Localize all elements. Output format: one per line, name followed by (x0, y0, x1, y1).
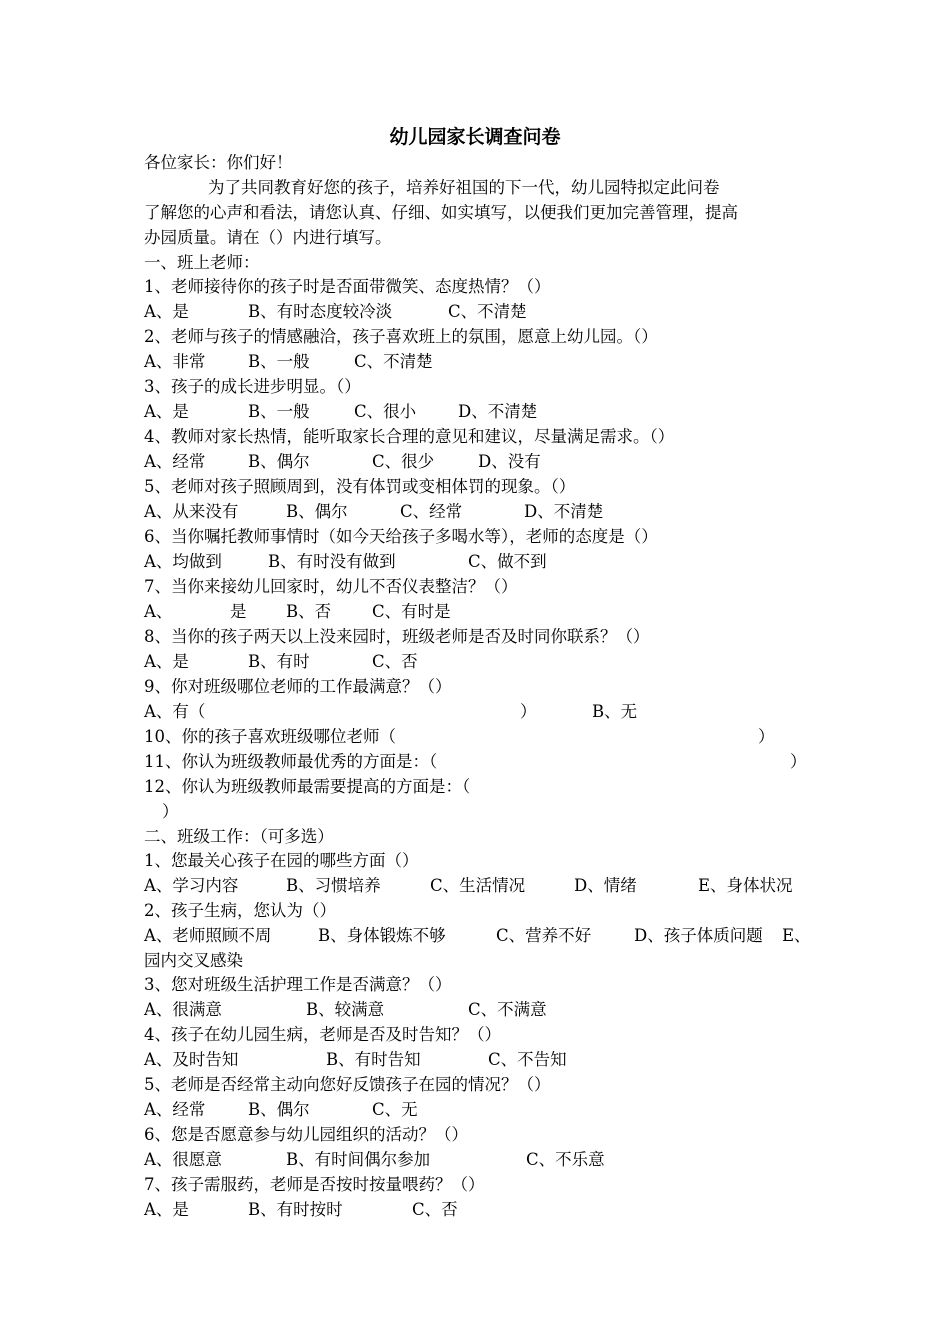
option[interactable]: B、有时态度较冷淡 (248, 302, 393, 321)
s1-q5-text: 5、老师对孩子照顾周到，没有体罚或变相体罚的现象。（） (144, 477, 576, 496)
option[interactable]: C、否 (412, 1200, 458, 1219)
s1-q2-options (144, 349, 433, 374)
s1-q8-text: 8、当你的孩子两天以上没来园时，班级老师是否及时同你联系？（） (144, 627, 650, 646)
option[interactable]: A、非常 (144, 352, 206, 371)
s2-q2-text: 2、孩子生病，您认为（） (144, 901, 336, 920)
option[interactable]: B、偶尔 (248, 452, 310, 471)
option[interactable]: C、做不到 (468, 552, 547, 571)
s2-q3-text: 3、您对班级生活护理工作是否满意？（） (144, 975, 452, 994)
option[interactable]: C、很少 (372, 452, 435, 471)
option[interactable]: C、不清楚 (354, 352, 433, 371)
s2-q4-options (144, 1047, 567, 1072)
s1-q12-close: ） (162, 802, 179, 821)
s2-q5-text: 5、老师是否经常主动向您好反馈孩子在园的情况？（） (144, 1075, 551, 1094)
option[interactable]: A、很满意 (144, 1000, 222, 1019)
option[interactable]: A、经常 (144, 1100, 206, 1119)
option[interactable]: A、是 (144, 652, 189, 671)
s1-q6-text: 6、当你嘱托教师事情时（如今天给孩子多喝水等），老师的态度是（） (144, 527, 658, 546)
option[interactable]: B、身体锻炼不够 (318, 926, 446, 945)
option[interactable]: B、一般 (248, 352, 310, 371)
option[interactable]: B、习惯培养 (286, 876, 381, 895)
section1-heading: 一、班上老师： (144, 253, 260, 272)
s1-q5-options (144, 499, 604, 524)
s2-q3-options (144, 997, 547, 1022)
option[interactable]: C、不乐意 (526, 1150, 605, 1169)
s2-q4-text: 4、孩子在幼儿园生病，老师是否及时告知？（） (144, 1025, 501, 1044)
s2-q1-options (144, 873, 793, 898)
blank-close: ） (790, 752, 807, 771)
option[interactable]: C、经常 (400, 502, 463, 521)
option[interactable]: C、不满意 (468, 1000, 547, 1019)
option[interactable]: B、有时按时 (248, 1200, 343, 1219)
s1-q8-options (144, 649, 418, 674)
s1-q1-options (144, 299, 527, 324)
blank-close: ） (758, 727, 775, 746)
option[interactable]: A、均做到 (144, 552, 222, 571)
s1-q4-options (144, 449, 541, 474)
option[interactable]: A、是 (144, 1200, 189, 1219)
s1-q3-text: 3、孩子的成长进步明显。（） (144, 377, 361, 396)
s1-q9-text: 9、你对班级哪位老师的工作最满意？（） (144, 677, 452, 696)
option[interactable]: A、经常 (144, 452, 206, 471)
option[interactable]: B、无 (592, 702, 638, 721)
s2-q6-text: 6、您是否愿意参与幼儿园组织的活动？（） (144, 1125, 468, 1144)
option[interactable]: B、有时 (248, 652, 310, 671)
s2-q5-options (144, 1097, 418, 1122)
question-text: 11、你认为班级教师最优秀的方面是：（ (144, 752, 438, 771)
option[interactable]: A、有（ (144, 702, 206, 721)
s2-q2-options (144, 923, 811, 948)
option[interactable]: C、不清楚 (448, 302, 527, 321)
s2-q7-text: 7、孩子需服药，老师是否按时按量喂药？（） (144, 1175, 485, 1194)
option[interactable]: B、有时没有做到 (268, 552, 396, 571)
s1-q6-options (144, 549, 547, 574)
option[interactable]: B、有时间偶尔参加 (286, 1150, 431, 1169)
option[interactable]: A、是 (144, 302, 189, 321)
option[interactable]: E、 (782, 926, 811, 945)
option[interactable]: B、一般 (248, 402, 310, 421)
s1-q7-options (144, 599, 451, 624)
s1-q11 (144, 749, 807, 774)
intro-line-1: 为了共同教育好您的孩子，培养好祖国的下一代，幼儿园特拟定此问卷 (208, 178, 720, 197)
option[interactable]: A、很愿意 (144, 1150, 222, 1169)
option-text: 是 (230, 602, 247, 621)
s2-q7-options (144, 1197, 458, 1222)
option[interactable]: B、有时告知 (326, 1050, 421, 1069)
option[interactable]: C、否 (372, 652, 418, 671)
s2-q6-options (144, 1147, 605, 1172)
option[interactable]: E、身体状况 (698, 876, 793, 895)
option[interactable]: D、孩子体质问题 (634, 926, 763, 945)
s1-q4-text: 4、教师对家长热情，能听取家长合理的意见和建议，尽量满足需求。（） (144, 427, 675, 446)
option[interactable]: A、老师照顾不周 (144, 926, 272, 945)
s1-q12: 12、你认为班级教师最需要提高的方面是：（ (144, 777, 471, 796)
option[interactable]: D、没有 (478, 452, 541, 471)
option[interactable]: B、否 (286, 602, 332, 621)
option[interactable]: C、不告知 (488, 1050, 567, 1069)
option[interactable]: A、及时告知 (144, 1050, 239, 1069)
option[interactable]: C、有时是 (372, 602, 451, 621)
option[interactable]: B、偶尔 (248, 1100, 310, 1119)
s1-q9-options (144, 699, 638, 724)
s2-q2-continuation: 园内交叉感染 (144, 951, 243, 970)
option[interactable]: A、是 (144, 402, 189, 421)
s1-q10 (144, 724, 775, 749)
s1-q2-text: 2、老师与孩子的情感融洽，孩子喜欢班上的氛围，愿意上幼儿园。（） (144, 327, 658, 346)
blank-close: ） (520, 702, 537, 721)
option[interactable]: C、营养不好 (496, 926, 592, 945)
s1-q1-text: 1、老师接待你的孩子时是否面带微笑、态度热情？（） (144, 277, 551, 296)
intro-line-3: 办园质量。请在（）内进行填写。 (144, 228, 392, 247)
option[interactable]: D、不清楚 (524, 502, 604, 521)
option[interactable]: D、不清楚 (458, 402, 538, 421)
intro-line-2: 了解您的心声和看法，请您认真、仔细、如实填写，以便我们更加完善管理，提高 (144, 203, 738, 222)
section2-heading: 二、班级工作：（可多选） (144, 827, 334, 846)
option[interactable]: C、生活情况 (430, 876, 526, 895)
option[interactable]: C、很小 (354, 402, 417, 421)
option[interactable]: B、偶尔 (286, 502, 348, 521)
option[interactable]: A、从来没有 (144, 502, 239, 521)
option[interactable]: A、学习内容 (144, 876, 239, 895)
option[interactable]: D、情绪 (574, 876, 637, 895)
s2-q1-text: 1、您最关心孩子在园的哪些方面（） (144, 851, 419, 870)
option[interactable]: A、 (144, 602, 173, 621)
greeting: 各位家长：你们好！ (144, 153, 293, 172)
s1-q7-text: 7、当你来接幼儿回家时，幼儿不否仪表整洁？（） (144, 577, 518, 596)
option[interactable]: C、无 (372, 1100, 418, 1119)
option[interactable]: B、较满意 (306, 1000, 385, 1019)
s1-q3-options (144, 399, 538, 424)
question-text: 10、你的孩子喜欢班级哪位老师（ (144, 727, 396, 746)
page-title: 幼儿园家长调查问卷 (389, 126, 561, 148)
